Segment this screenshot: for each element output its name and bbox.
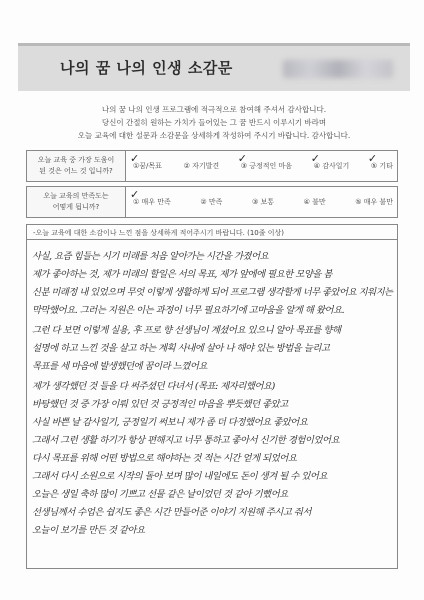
question-2-row bbox=[26, 186, 398, 218]
feedback-line: 오늘이 보기를 만든 것 같아요 bbox=[32, 525, 145, 536]
checkmark-icon: ✓ bbox=[367, 152, 378, 165]
question-2-label: 오늘 교육의 만족도는 어떻게 됩니까? bbox=[27, 187, 126, 217]
feedback-line: 설명에 하고 느낀 것을 살고 하는 계획 사내에 살아 나 해야 있는 방법을 늘리고 bbox=[32, 343, 330, 354]
question-1-row bbox=[26, 150, 398, 182]
feedback-line: 그래서 다시 소원으로 시작의 돌아 보며 많이 내일에도 돈이 생겨 될 수 있어요 bbox=[32, 471, 328, 482]
feedback-line: 그래서 그런 생활 하기가 항상 편해지고 너무 통하고 좋아서 신기한 경험이었어요 bbox=[32, 435, 340, 446]
feedback-line: 그런 다 보면 이렇게 실용, 후 프로 향 선생님이 계셨어요 있으니 알아 목표를 향해 bbox=[32, 325, 341, 336]
feedback-line: 바탕했던 것 중 가장 이뤄 있던 것 긍정적인 마음을 뿌듯했던 좋았고 bbox=[32, 399, 288, 410]
intro-line-1: 나의 꿈 나의 인생 프로그램에 적극적으로 참여해 주셔서 감사합니다. bbox=[101, 105, 327, 114]
intro-line-2: 당신이 간절히 원하는 가치가 들어있는 그 꿈 반드시 이루시기 바라며 bbox=[101, 118, 327, 127]
q1-option-2[interactable]: ② 자기발견 bbox=[183, 162, 220, 170]
feedback-prompt: -오늘 교육에 대한 소감이나 느낀 점을 상세하게 적어주시기 바랍니다. (10줄 이상) bbox=[26, 224, 398, 240]
q1-option-4[interactable]: ✓ ④ 감사일기 bbox=[310, 152, 350, 170]
title-accent-bar bbox=[18, 43, 410, 46]
feedback-line: 다시 목표를 위해 어떤 방법으로 해야하는 것 적는 시간 얻게 되었어요 bbox=[32, 453, 297, 464]
feedback-line: 막막했어요. 그러는 지원은 이는 과정이 너무 필요하기에 고마움을 알게 해 왔어요. bbox=[32, 305, 345, 316]
checkmark-icon: ✓ bbox=[130, 188, 140, 201]
feedback-line: 사실, 요즘 힘들는 시기 미래를 처음 알아가는 시간을 가졌어요 bbox=[32, 251, 269, 262]
page-title: 나의 꿈 나의 인생 소감문 bbox=[60, 59, 233, 77]
q2-option-3[interactable]: ③ 보통 bbox=[251, 198, 274, 206]
feedback-line: 목표를 세 마음에 발생했던에 꿈이라 느꼈어요 bbox=[32, 361, 207, 372]
feedback-line: 오늘은 생일 축하 많이 기쁘고 선물 같은 날이었던 것 같아 기뻤어요 bbox=[32, 489, 288, 500]
q2-option-4[interactable]: ④ 불만 bbox=[303, 198, 326, 206]
question-2-options bbox=[130, 187, 393, 217]
feedback-line: 신분 미래정 내 있었으며 무엇 이렇게 생활하게 되어 프로그램 생각할게 너무 좋았어요 지워지는 bbox=[32, 287, 393, 298]
feedback-line: 사실 바쁜 날 감사일기, 긍정일기 써보니 제가 좀 더 다정했어요 좋았어요 bbox=[32, 417, 308, 428]
question-1-options bbox=[130, 151, 393, 181]
feedback-line: 선생님께서 수업은 쉽지도 좋은 시간 만들어준 이야기 지원해 주시고 줘서 bbox=[32, 507, 312, 518]
checkmark-icon: ✓ bbox=[130, 152, 140, 165]
q1-option-5[interactable]: ✓ ⑤ 기타 bbox=[367, 152, 393, 170]
checkmark-icon: ✓ bbox=[310, 152, 320, 165]
feedback-line: 제가 생각했던 것 들을 다 써주셨던 다녀서 (목표: 제자리했어요) bbox=[32, 381, 275, 392]
checkmark-icon: ✓ bbox=[237, 152, 247, 165]
q1-option-3[interactable]: ✓ ③ 긍정적인 마음 bbox=[237, 152, 293, 170]
q2-option-5[interactable]: ⑤ 매우 불만 bbox=[355, 198, 393, 206]
redacted-name bbox=[283, 60, 393, 78]
question-1-label: 오늘 교육 중 가장 도움이 된 것은 어느 것 입니까? bbox=[27, 151, 126, 181]
feedback-line: 제가 좋아하는 것, 제가 미래의 할일은 서의 목표, 제가 앞에에 필요한 모양을 봄 bbox=[32, 269, 332, 280]
q2-option-2[interactable]: ② 만족 bbox=[200, 198, 223, 206]
q2-option-1[interactable]: ✓ ① 매우 만족 bbox=[130, 188, 171, 206]
intro-line-3: 오늘 교육에 대한 설문과 소감문을 상세하게 작성하여 주시기 바랍니다. 감사합니다. bbox=[77, 131, 351, 140]
q1-option-1[interactable]: ✓ ①꿈/목표 bbox=[130, 152, 162, 170]
